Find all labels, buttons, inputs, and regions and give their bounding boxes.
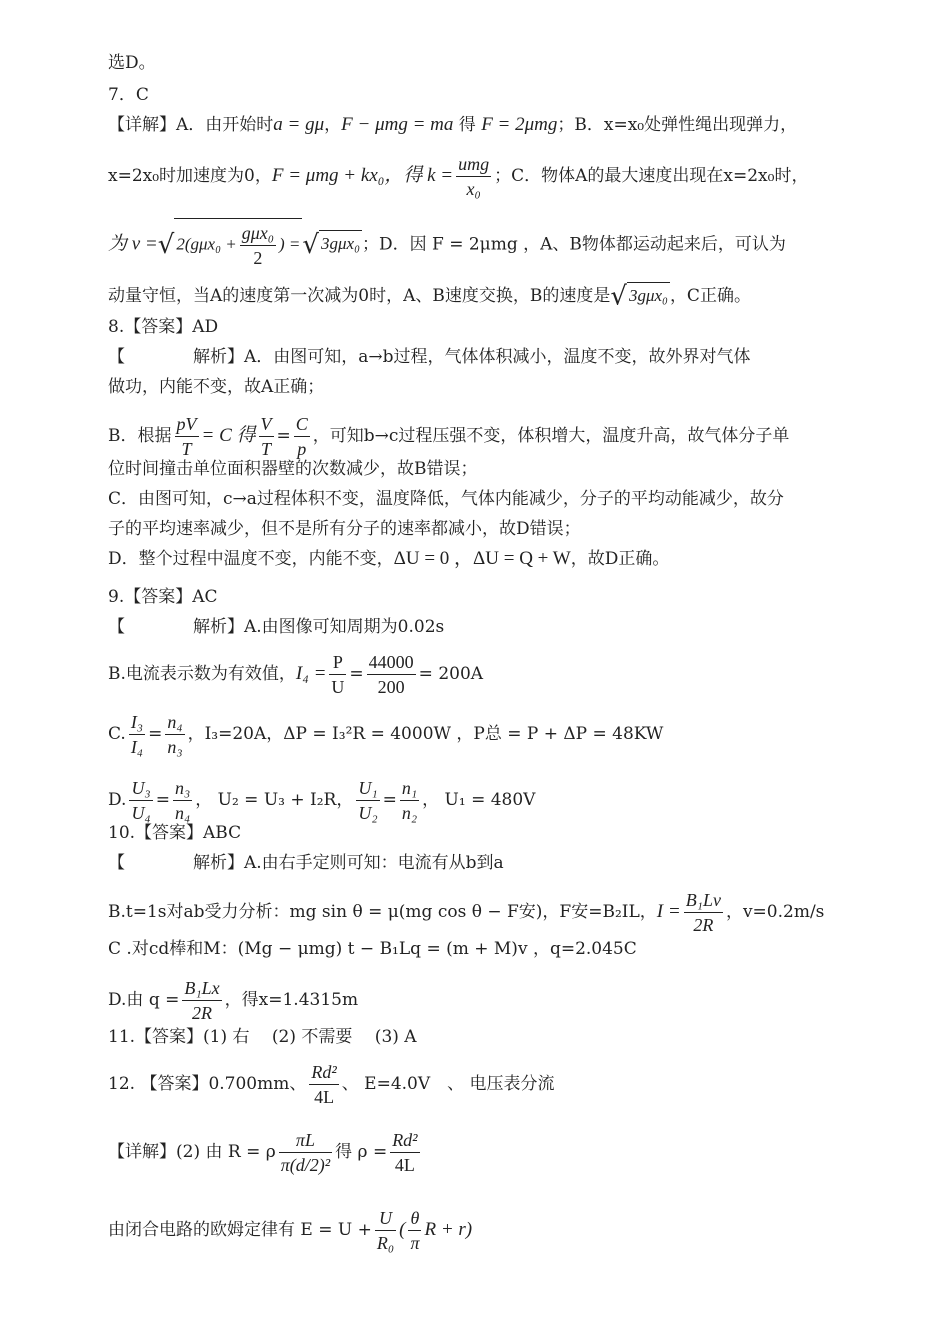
text: 【 解析】A.由右手定则可知：电流有从b到a	[108, 853, 504, 873]
formula: R + r)	[424, 1219, 473, 1240]
fraction	[456, 152, 491, 201]
denominator: R₀	[376, 1233, 395, 1253]
text: 动量守恒，当A的速度第一次减为0时，A、B速度交换，B的速度是	[108, 286, 611, 306]
numerator: B₁Lv	[684, 888, 723, 913]
denominator: U₂	[358, 803, 378, 823]
numerator: U	[375, 1206, 396, 1231]
formula: ΔU = 0 ，	[393, 548, 474, 569]
formula: I₄ =	[295, 663, 327, 684]
denominator: n₃	[167, 737, 183, 757]
answer-heading	[108, 822, 241, 844]
fraction	[390, 1128, 419, 1177]
text: 选D。	[108, 53, 156, 73]
denominator: 4L	[314, 1087, 335, 1107]
formula: F − μmg = ma	[341, 114, 454, 135]
formula: =	[349, 664, 364, 684]
formula: I =	[656, 901, 681, 922]
numerator: B₁Lx	[182, 976, 221, 1001]
text: ，可知b→c过程压强不变，体积增大，温度升高，故气体分子单	[312, 426, 790, 446]
text: ，C正确。	[669, 286, 751, 306]
denominator: U₄	[131, 803, 151, 823]
text: 由闭合电路的欧姆定律有 E = U +	[108, 1220, 372, 1240]
formula: F = μmg + kx₀	[271, 165, 385, 186]
text-line	[108, 488, 784, 510]
numerator: pV	[175, 412, 199, 437]
answer-heading	[108, 586, 218, 608]
text-line	[108, 1128, 423, 1177]
text: 得 ρ =	[335, 1142, 388, 1162]
fraction	[367, 650, 416, 699]
numerator: Rd²	[390, 1128, 419, 1153]
denominator: x₀	[466, 179, 481, 199]
denominator: p	[297, 439, 307, 459]
formula: = 200A	[418, 664, 484, 684]
fraction	[294, 412, 310, 461]
sqrt-body	[174, 218, 302, 270]
formula: 2(gμx₀ +	[176, 234, 237, 254]
text: 【 解析】A.由图像可知周期为0.02s	[108, 617, 445, 637]
text: 【 解析】A．由图可知，a→b过程，气体体积减小，温度不变，故外界对气体	[108, 347, 751, 367]
text-line	[108, 616, 444, 638]
text: C .对cd棒和M：(Mg − μmg) t − B₁Lq = (m + M)v ，q=2.045C	[108, 939, 637, 959]
denominator: U	[331, 677, 345, 697]
text-line	[108, 346, 751, 368]
text: 10.【答案】ABC	[108, 823, 242, 843]
text: D．整个过程中温度不变，内能不变，	[108, 549, 394, 569]
denominator: π	[410, 1233, 420, 1253]
denominator: 2	[253, 248, 263, 268]
text: ；D．因 F = 2μmg ，A、B物体都运动起来后，可认为	[361, 234, 786, 255]
text: x=2x₀时加速度为0，	[108, 166, 272, 186]
numerator: V	[259, 412, 274, 437]
text-line	[108, 114, 797, 136]
fraction	[259, 412, 274, 461]
text: ，得x=1.4315m	[224, 990, 359, 1010]
formula: =	[276, 426, 291, 446]
fraction	[375, 1206, 396, 1255]
text-line	[108, 518, 581, 540]
text: ；B．x=x₀处弹性绳出现弹力，	[557, 115, 798, 135]
sqrt-icon: √	[157, 229, 175, 260]
text-line	[108, 1060, 555, 1109]
formula: ) =	[279, 234, 301, 254]
fraction	[129, 776, 152, 825]
fraction	[309, 1060, 338, 1109]
fraction	[173, 776, 192, 825]
denominator: T	[260, 439, 271, 459]
fraction	[279, 1128, 332, 1177]
formula: a = gμ	[273, 114, 325, 135]
fraction	[240, 221, 276, 270]
text-line	[108, 710, 663, 759]
text-line	[108, 376, 324, 398]
denominator: 200	[377, 677, 405, 697]
sqrt-icon: √	[610, 281, 627, 312]
formula: 为 v =	[108, 233, 158, 255]
text-line	[108, 776, 535, 825]
fraction	[182, 976, 221, 1025]
text: 位时间撞击单位面积器壁的次数减少，故B错误；	[108, 459, 478, 479]
text: 9.【答案】AC	[108, 587, 218, 607]
numerator: C	[294, 412, 310, 437]
fraction	[175, 412, 199, 461]
formula: ，得 k =	[384, 165, 454, 186]
text-line	[108, 976, 358, 1025]
formula: F = 2μmg	[481, 114, 558, 135]
answer-heading	[108, 1026, 417, 1048]
text: ，	[324, 115, 342, 135]
text: 7．C	[108, 85, 149, 105]
numerator: umg	[456, 152, 491, 177]
denominator: π(d/2)²	[280, 1155, 331, 1175]
text: D.	[108, 790, 127, 810]
text: C.	[108, 724, 126, 744]
text-line	[108, 458, 478, 480]
fraction	[356, 776, 379, 825]
fraction	[684, 888, 723, 937]
text-line	[108, 412, 789, 461]
text-line	[108, 938, 637, 960]
formula: =	[155, 790, 170, 810]
fraction	[129, 710, 145, 759]
sqrt-icon: √	[302, 229, 319, 260]
text: B.电流表示数为有效值，	[108, 664, 296, 684]
numerator: πL	[279, 1128, 332, 1153]
formula: ΔU = Q + W	[473, 548, 571, 569]
denominator: I₄	[130, 737, 144, 757]
text-line	[108, 52, 156, 74]
text: 子的平均速率减少，但不是所有分子的速率都减小，故D错误；	[108, 519, 581, 539]
text: D.由 q =	[108, 990, 180, 1010]
denominator: 2R	[192, 1003, 212, 1023]
numerator: U₃	[129, 776, 152, 801]
numerator: n₁	[400, 776, 419, 801]
formula: = C 得	[201, 425, 256, 446]
text: 、 E=4.0V 、 电压表分流	[341, 1074, 555, 1094]
numerator: n₃	[173, 776, 192, 801]
answer-heading	[108, 84, 149, 106]
numerator: gμx₀	[240, 221, 276, 246]
fraction	[329, 650, 346, 699]
text-line	[108, 548, 669, 570]
numerator: θ	[408, 1206, 421, 1231]
formula: =	[382, 790, 397, 810]
text: 【详解】A．由开始时	[108, 115, 274, 135]
formula: =	[148, 724, 163, 744]
denominator: T	[181, 439, 192, 459]
text-line	[108, 1206, 472, 1255]
text: 11.【答案】(1) 右 (2) 不需要 (3) A	[108, 1027, 417, 1047]
numerator: P	[329, 650, 346, 675]
text: ，v=0.2m/s	[725, 902, 825, 922]
text: B.t=1s对ab受力分析：mg sin θ = μ(mg cos θ − F安)，F安=B₂IL，	[108, 902, 657, 922]
text: ；C．物体A的最大速度出现在x=2x₀时，	[494, 166, 809, 186]
denominator: n₂	[401, 803, 418, 823]
text: 8.【答案】AD	[108, 317, 219, 337]
text: ，故D正确。	[570, 549, 670, 569]
formula: 3gμx₀	[319, 230, 362, 255]
text-line	[108, 888, 824, 937]
text: 12. 【答案】0.700mm、	[108, 1074, 307, 1094]
text: ， U₂ = U₃ + I₂R，	[195, 790, 354, 810]
text: 【详解】(2) 由 R = ρ	[108, 1142, 276, 1162]
text: ， U₁ = 480V	[422, 790, 536, 810]
fraction	[408, 1206, 421, 1255]
text-line	[108, 152, 808, 201]
numerator: Rd²	[309, 1060, 338, 1085]
answer-heading	[108, 316, 218, 338]
numerator: n₄	[165, 710, 184, 735]
text: 得	[453, 115, 482, 135]
text-line	[108, 281, 751, 312]
fraction	[165, 710, 184, 759]
denominator: n₄	[174, 803, 191, 823]
text-line	[108, 852, 504, 874]
denominator: 4L	[394, 1155, 415, 1175]
numerator: I₃	[129, 710, 145, 735]
text-line	[108, 218, 786, 270]
formula: 3gμx₀	[627, 282, 670, 307]
formula: (	[399, 1219, 406, 1240]
text-line	[108, 650, 483, 699]
denominator: 2R	[693, 915, 714, 935]
numerator: 44000	[367, 650, 416, 675]
numerator: U₁	[356, 776, 379, 801]
text: 做功，内能不变，故A正确；	[108, 377, 325, 397]
fraction	[400, 776, 419, 825]
text: B．根据	[108, 426, 172, 446]
text: ，I₃=20A，ΔP = I₃²R = 4000W ，P总 = P + ΔP = 48KW	[187, 724, 664, 744]
text: C．由图可知，c→a过程体积不变，温度降低，气体内能减少，分子的平均动能减少，故分	[108, 489, 784, 509]
